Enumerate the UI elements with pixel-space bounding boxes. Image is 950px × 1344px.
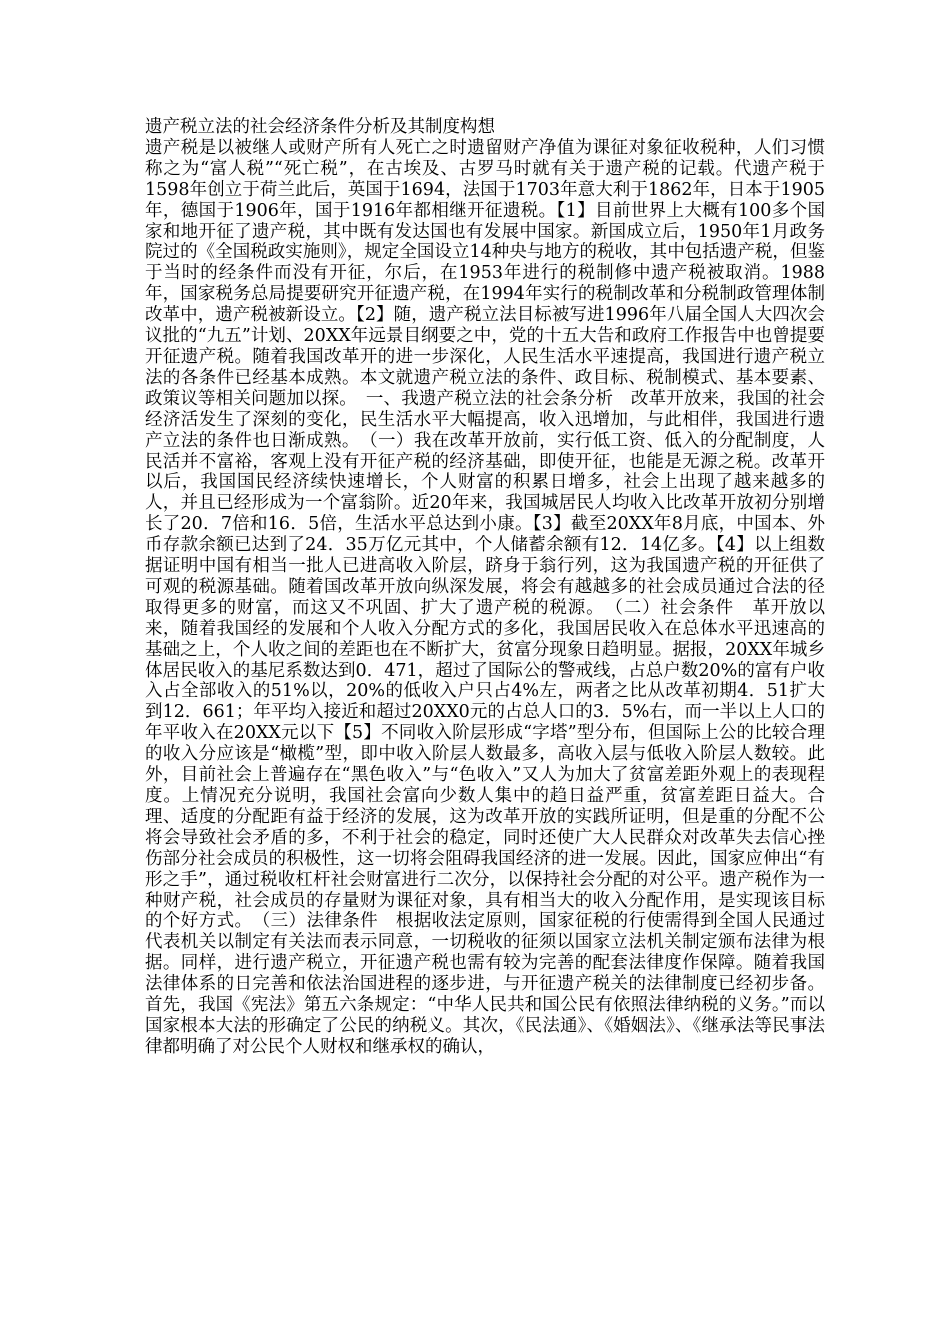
document-body — [145, 117, 825, 1058]
body-paragraph: 遗产税是以被继人或财产所有人死亡之时遗留财产净值为课征对象征收税种，人们习惯称之为“富人税”“死亡税”，在古埃及、古罗马时就有关于遗产税的记载。代遗产税于1598年创立于荷兰此后，英国于1694，法国于1703年意大利于1862年，日本于1905年，德国于1906年，国于1916年都相继开征遗税。【1】目前世界上大概有100多个国家和地开征了遗产税，其中既有发达国也有发展中国家。新国成立后，1950年1月政务院过的《全国税政实施则》，规定全国设立14种央与地方的税收，其中包括遗产税，但鉴于当时的经条件而没有开征，尔后，在1953年进行的税制修中遗产税被取消。1988年，国家税务总局提要研究开征遗产税，在1994年实行的税制改革和分税制政管理体制改革中，遗产税被新设立。【2】随，遗产税立法目标被写进1996年八届全国人大四次会议批的“九五”计划、20XX年远景目纲要之中，党的十五大告和政府工作报告中也曾提要开征遗产税。随着我国改革开的进一步深化，人民生活水平速提高，我国进行遗产税立法的各条件已经基本成熟。本文就遗产税立法的条件、政目标、税制模式、基本要素、政策议等相关问题加以探。 一、我遗产税立法的社会条分析 改革开放来，我国的社会经济活发生了深刻的变化，民生活水平大幅提高，收入迅增加，与此相伴，我国进行遗产立法的条件也日渐成熟。 （一）我在改革开放前，实行低工资、低入的分配制度，人民活并不富裕，客观上没有开征产税的经济基础，即使开征，也能是无源之税。改革开以后，我国国民经济续快速增长，个人财富的积累日增多，社会上出现了越来越多的人，并且已经形成为一个富翁阶。近20年来，我国城居民人均收入比改革开放初分别增长了20．7倍和16．5倍，生活水平总达到小康。【3】截至20XX年8月底，中国本、外币存款余额已达到了24．35万亿元其中，个人储蓄余额有12．14亿多。【4】以上组数据证明中国有相当一批人已进高收入阶层，跻身于翁行列，这为我国遗产税的开征供了可观的税源基础。随着国改革开放向纵深发展，将会有越越多的社会成员通过合法的径取得更多的财富，而这又不巩固、扩大了遗产税的税源。 （二）社会条件 革开放以来，随着我国经的发展和个人收入分配方式的多化，我国居民收入在总体水平迅速高的基础之上，个人收之间的差距也在不断扩大，贫富分现象日趋明显。据报，20XX年城乡体居民收入的基尼系数达到0．471，超过了国际公的警戒线，占总户数20%的富有户收入占全部收入的51%以，20%的低收入户只占4%左，两者之比从改革初期4．51扩大到12．661；年平均入接近和超过20XX0元的占总人口的3．5%右，而一半以上人口的年平收入在20XX元以下【5】不同收入阶层形成“字塔”型分布，但国际上公的比较合理的收入分应该是“橄榄”型，即中收入阶层人数最多，高收入层与低收入阶层人数较。此外，目前社会上普遍存在“黑色收入”与“色收入”又人为加大了贫富差距外观上的表现程度。上情况充分说明，我国社会富向少数人集中的趋日益严重，贫富差距日益大。合理、适度的分配距有益于经济的发展，这为改革开放的实践所证明，但是重的分配不公将会导致社会矛盾的多，不利于社会的稳定，同时还使广大人民群众对改革失去信心挫伤部分社会成员的积极性，这一切将会阻碍我国经济的进一发展。因此，国家应伸出“有形之手”，通过税收杠杆社会财富进行二次分，以保持社会分配的对公平。遗产税作为一种财产税，社会成员的存量财为课征对象，具有相当大的收入分配作用，是实现该目标的个好方式。 （三）法律条件 根据收法定原则，国家征税的行使需得到全国人民通过代表机关以制定有关法而表示同意，一切税收的征须以国家立法机关制定颁布法律为根据。同样，进行遗产税立，开征遗产税也需有较为完善的配套法律度作保障。随着我国法律体系的日完善和依法治国进程的逐步进，与开征遗产税关的法律制度已经初步备。首先，我国《宪法》第五六条规定：“中华人民共和国公民有依照法律纳税的义务。”而以国家根本大法的形确定了公民的纳税义。其次，《民法通》、《婚姻法》、《继承法等民事法律都明确了对公民个人财权和继承权的确认， — [145, 137, 825, 1057]
document-title: 遗产税立法的社会经济条件分析及其制度构想 — [145, 117, 495, 137]
